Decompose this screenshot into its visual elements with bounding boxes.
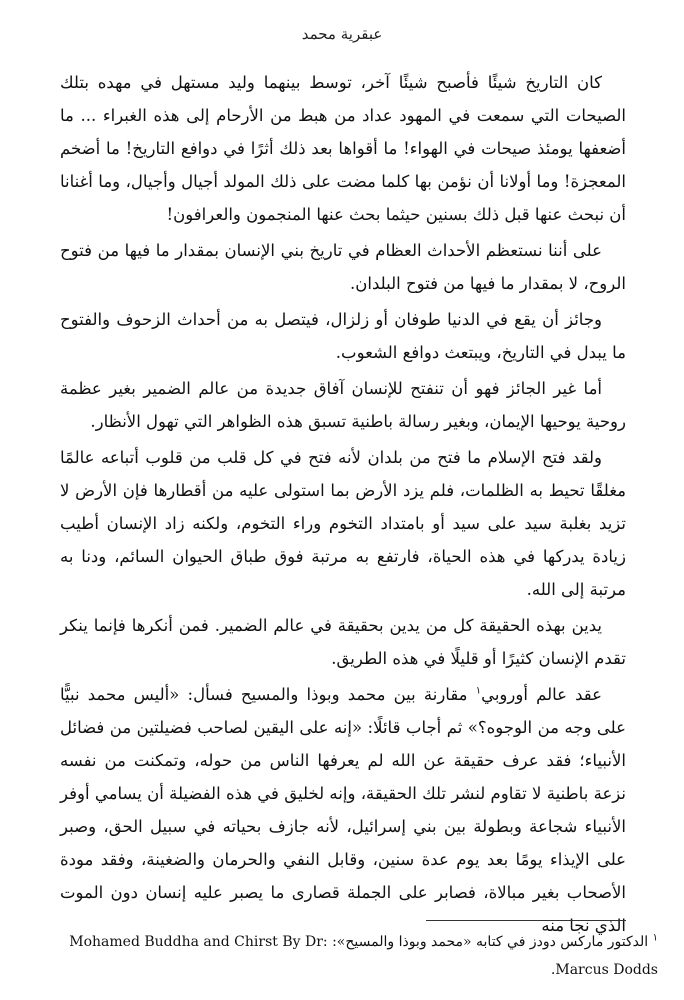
footnote-text: الدكتور ماركس دودز في كتابه «محمد وبوذا والمسيح»:	[327, 934, 653, 950]
running-header: عبقرية محمد	[301, 25, 383, 43]
body-text	[60, 66, 626, 945]
footnote-divider	[426, 920, 626, 921]
footnote-end: .	[550, 962, 556, 978]
paragraph	[60, 678, 626, 942]
paragraph-text: مقارنة بين محمد وبوذا والمسيح فسأل: «أليس محمد نبيًّا على وجه من الوجوه؟» ثم أجاب قائلًا: «إنه على اليقين لصاحب فضيلتين من فضائل الأنبياء؛ فقد عرف حقيقة عن الله لم يعرفها الناس من حوله، وتمكنت من نفسه نزعة باطنية لا تقاوم لنشر تلك الحقيقة، وإنه لخليق في هذه الفضيلة أن يسامي أوفر الأنبياء شجاعة وبطولة بين بني إسرائيل، لأنه جازف بحياته في سبيل الحق، وصبر على الإيذاء يومًا بعد يوم عدة سنين، وقابل النفي والحرمان والضغينة، وفقد مودة الأصحاب بغير مبالاة، فصابر على الجملة قصارى ما يصبر عليه إنسان دون الموت الذي نجا منه	[60, 685, 626, 935]
footnote-marker: ١	[652, 932, 658, 944]
footnote-book-title: Mohamed Buddha and Chirst By Dr: Marcus Dodds	[69, 934, 658, 978]
paragraph: ولقد فتح الإسلام ما فتح من بلدان لأنه فتح في كل قلب من قلوب أتباعه عالمًا مغلقًا تحيط به الظلمات، فلم يزد الأرض بما استولى عليه من أقطارها فإن الأرض لا تزيد بغلبة سيد على سيد أو بامتداد التخوم وراء التخوم، ولكنه زاد الإنسان أطيب زيادة يدركها في هذه الحياة، فارتفع به مرتبة فوق طباق الحيوان السائم، ودنا به مرتبة إلى الله.	[60, 448, 626, 599]
paragraph-text: عقد عالم أوروبي	[481, 685, 603, 704]
paragraph: وجائز أن يقع في الدنيا طوفان أو زلزال، فيتصل به من أحداث الزحوف والفتوح ما يبدل في التاريخ، ويبتعث دوافع الشعوب.	[60, 310, 626, 362]
paragraph: يدين بهذه الحقيقة كل من يدين بحقيقة في عالم الضمير. فمن أنكرها فإنما ينكر تقدم الإنسان كثيرًا أو قليلًا في هذه الطريق.	[60, 616, 626, 668]
paragraph: أما غير الجائز فهو أن تنفتح للإنسان آفاق جديدة من عالم الضمير بغير عظمة روحية يوحيها الإيمان، وبغير رسالة باطنية تسبق هذه الظواهر التي تهول الأنظار.	[60, 379, 626, 431]
paragraph: كان التاريخ شيئًا فأصبح شيئًا آخر، توسط بينهما وليد مستهل في مهده بتلك الصيحات التي سمعت في المهود عداد من هبط من الأرحام إلى هذه الغبراء ... ما أضعفها يومئذ صيحات في الهواء! ما أقواها بعد ذلك أثرًا في دوافع التاريخ! ما أضخم المعجزة! وما أولانا أن نؤمن بها كلما مضت على ذلك المولد أجيال وأجيال، وما أغنانا أن نبحث عنها قبل ذلك بسنين حيثما بحث عنها المنجمون والعرافون!	[60, 73, 626, 224]
footnote	[30, 928, 658, 984]
footnote-reference[interactable]: ١	[475, 685, 482, 697]
paragraph: على أننا نستعظم الأحداث العظام في تاريخ بني الإنسان بمقدار ما فيها من فتوح الروح، لا بمقدار ما فيها من فتوح البلدان.	[60, 241, 626, 293]
